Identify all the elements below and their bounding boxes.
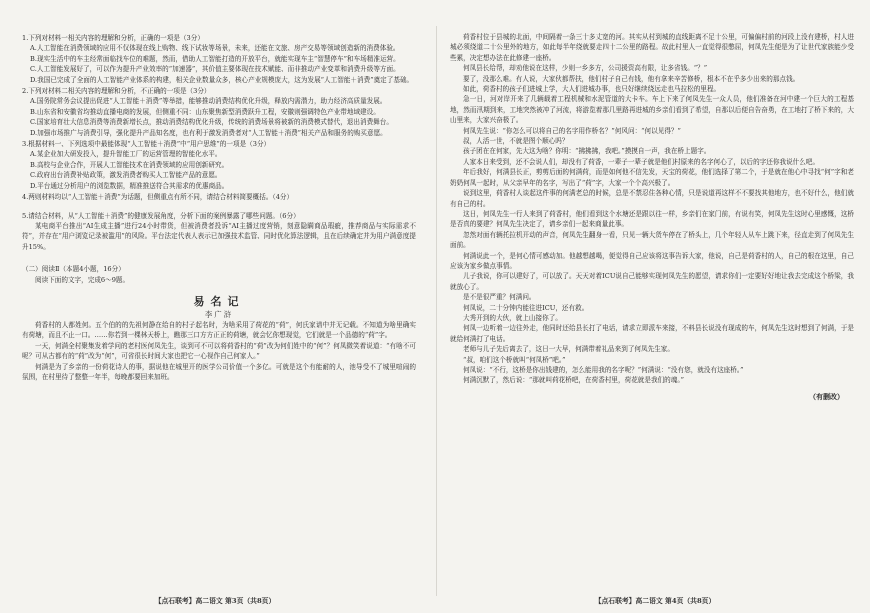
page-divider xyxy=(436,26,437,596)
q3-option-d: D.平台通过分析用户的浏览数据，精准推送符合其需求的优惠商品。 xyxy=(30,181,229,190)
q1-option-a: A.人工智能在消费领域的应用不仅体现在线上购物、线下试妆等场景，未来，还能在文旅、房产交易等领域创造新的消费体验。 xyxy=(30,44,400,53)
story-paragraph: 年后我好，何满县长正，剪剪后面的何满荷，而是如何他不信先发，天宝的荷花，他们选择了第二个，于是就在他心中寻找“何”字和老奶奶何凤一起时，从父亲早年的名字，写出了“荷”字，大家一个个高兴极了。 xyxy=(450,168,854,187)
q3-option-a: A.某企业加大研发投入，提升智能工厂的运营管理的智能化水平。 xyxy=(30,150,222,159)
story-title: 易名记 xyxy=(193,294,245,308)
story-paragraph: 何凤先生说：“你怎么可以将自己的名字用作桥名？”何风问：“何以见得？” xyxy=(463,126,681,135)
story-paragraph: 大秀开到的大伙，就上山接你了。 xyxy=(463,313,562,322)
story-paragraph: “叔，咱们这个桥就叫“何凤桥”吧。” xyxy=(463,355,566,364)
story-paragraph: 何满是为了乡亲的一份荷花诗人的事，据说他在城里开的医学公司价值一个多亿。可就是这个有能耐的人，池导受不了城里喧闹的氛围，在村里待了整整一年半，每晚都要回来加班。 xyxy=(22,362,416,381)
story-paragraph: 忽然对面有辆托拉机开动的声音，何凤先生翻身一看，只见一辆大货车停在了桥头上，几个年轻人从车上跳下来，径直走到了何凤先生面前。 xyxy=(450,230,854,250)
q2-option-a: A.国务院常务会议提出促进“人工智能＋消费”等举措，能够推动消费结构优化升级，释放内需潜力，助力经济高质量发展。 xyxy=(30,97,387,106)
story-paragraph: 叔，人活一世，不就是图个顺心吗？ xyxy=(463,137,569,146)
story-paragraph: 何凤县长给帮，却劝他说在这样，少则一乡多方，公司援资高有限，让多省钱。“？” xyxy=(463,64,708,73)
story-paragraph: 说到这里，荷香村人谈起这件事的何满老总的时候，总是不禁忍住各种心情，只是说道再这样不不要找其他地方，也不好什么，他们就有自己的村。 xyxy=(450,189,854,208)
story-paragraph: 这日，何凤先生一行人来到了荷香村，他们看到这个水塘还是跟以往一样，乡亲们在家门前，有说有笑，何凤先生这时心里感慨，这桥是否真的要建？何凤先生决定了，请乡亲们一起来商量此事。 xyxy=(450,209,854,229)
story-paragraph: 急一日，河对岸开来了几辆载着工程机械和水泥管道的大卡车。车上下来了何凤先生一众人员，他们准备在河中建一个巨大的工程基地，然而汛期到来，工地突然被冲了河流，将游览着那几里路再进城的乡亲们看到了希望，自那以后便自告奋勇，在工地打了桥下来的，大山里来，大家兴奋极了。 xyxy=(450,95,854,125)
right-page-footer: 【点石联考】高二语文 第4页（共8页） xyxy=(594,597,716,605)
q2-option-b: B.山东省和安徽省均推动直播电商的发展，但侧重不同：山东聚焦新型消费跃升工程，安徽则强调特色产业带地域建设。 xyxy=(30,107,380,116)
story-paragraph: 人家本日来受到，还不会说人们，却没有了荷香，一辈子一辈子就是他们村原来的名字何心了，以后的字还你我说什么吧。 xyxy=(463,157,820,166)
q1-option-b: B.现实生活中的车主经常面临找车位的难题，然而，借助人工智能打造的开放平台，就能实现车主“智慧停车”和车场精准运营。 xyxy=(30,54,400,63)
story-paragraph: 荷香村的人都姓何。五个伯的的先祖何静在给自的村子起名时，为啥采用了荷花的“荷”，何氏家谱中并无记载。不知道为啥里确实有荷塘，而且不止一口。……你若到一棵林天桥上，瞧那三口方方正正的荷塘，就会忆你想现觉，它们就是一个品德的“荷”字。 xyxy=(22,320,416,340)
source-note: （有删改） xyxy=(809,391,844,401)
story-paragraph: 何凤说，二十分钟内能往进ICU，还有救。 xyxy=(463,303,589,312)
reading-instruction: 阅读下面的文字，完成6～9题。 xyxy=(35,275,130,284)
q5-stem: 5.请结合材料，从“人工智能＋消费”的健康发展角度，分析下面的案例暴露了哪些问题。（6分） xyxy=(22,211,300,220)
q3-stem: 3.根据材料一、下列选项中最能体现“人工智能＋消费”中“用户思维”的一项是（3分） xyxy=(22,140,271,149)
reading-header: （二）阅读Ⅱ（本题4小题，16分） xyxy=(22,265,125,274)
story-paragraph: 一天，何满全村聚集发着学问的老村医何凤先生，谈到可不可以将荷香村的“荷”改为何们姓中的“何”？何凤微笑着说道：“有啥不可呢？可从古都有的“荷”改为“何”，可省很长时间大家也把它一心视作自己何家人。” xyxy=(22,341,416,361)
q3-option-b: B.高校与企业合作，开展人工智能技术在消费领域的应用创新研究。 xyxy=(30,160,229,169)
story-paragraph: 老师与儿子先后离去了，这日一大早，何满带着礼品来到了何凤先生家。 xyxy=(463,345,674,354)
story-paragraph: 荷香村位于县城的北面，中间隔着一条三十多丈宽的河。其实从村到城的直线距离不足十公里，可偏偏村前的河段上没有建桥，村人进城必须绕道二十公里外的地方，如此每半年绕就要走四十二公里的路程。故此村里人一直觉得很憋屈，何凤先生便是为了让世代家族能少受些累，决定想办法在此修建一座桥。 xyxy=(450,33,854,62)
left-page xyxy=(0,0,430,613)
story-paragraph: 要了，没那么难。有人说，大家伙都帮扶，他们村子自己有钱，他有拿来辛苦修桥，根本不在乎多少出来的那点钱。 xyxy=(463,74,800,83)
story-author: 李广浒 xyxy=(204,309,234,319)
story-paragraph: 何凤一边听着一边往外走，他同时还给县长打了电话，请求立即派车来接，不料县长说没有现成的车，何凤先生这时想到了何满，于是就给何满打了电话。 xyxy=(450,324,854,343)
story-paragraph: 如此，荷香村的孩子们进城上学，大人们进城办事，也只好继续绕远走也马拉松的里程。 xyxy=(463,85,721,94)
story-paragraph: 孩子团在在何家，先大这为啥？你明：“拂拂拂，我吧。”摸摸自一声，我在桥上题字。 xyxy=(463,147,711,156)
right-page xyxy=(440,0,870,613)
story-paragraph: 儿子我说，你可以建好了，可以放了。天天对着ICU说自己能够实现何凤先生的愿望，请求你们一定要好好地让我去完成这个桥梁，我就放心了。 xyxy=(450,272,854,291)
story-paragraph: 是不是很严重？何满问。 xyxy=(463,293,536,302)
q2-stem: 2.下列对材料二相关内容的理解和分析，不正确的一项是（3分） xyxy=(22,87,211,96)
q4-stem: 4.两则材料均以“人工智能＋消费”为话题，但侧重点有所不同，请结合材料简要概括。（4分） xyxy=(22,193,294,202)
q2-option-d: D.加强市场推广与消费引导，强化提升产品知名度，也有利于激发消费者对“人工智能＋消费”相关产品和服务的购买意愿。 xyxy=(30,128,387,137)
q1-option-d: D.我国已完成了全面的人工智能产业体系的构建，相关企业数量众多，核心产业规模庞大，这为发展“人工智能＋消费”奠定了基础。 xyxy=(30,75,414,84)
story-paragraph: 何满沉默了，然后说：“那就叫荷花桥吧，在荷香村里，荷花就是我们的魂。” xyxy=(463,376,685,385)
q1-option-c: C.人工智能发展好了，可以作为提升产业效率的“加速器”，其价值主要体现在技术赋能、而非推动产业变革和消费升级等方面。 xyxy=(30,65,400,74)
story-paragraph: 何凤说：“不行，这桥是你出钱建的，怎么能用我的名字呢？”何满说：“没有您，就没有这座桥。” xyxy=(463,366,744,374)
q3-option-c: C.政府出台消费补贴政策，激发消费者购买人工智能产品的意愿。 xyxy=(30,171,222,180)
story-paragraph: 何满说此一个，是何心情可感动加。他越想越喝，便觉得自己应该将这事告诉大家，他说，自己是荷香村的人，自己的根在这里，自己应该为家乡做点事情。 xyxy=(450,251,854,270)
q1-stem: 1.下列对材料一相关内容的理解和分析，正确的一项是（3分） xyxy=(22,34,204,42)
q5-case-text: 某电商平台推出“AI生成主播”进行24小时带货，但被消费者投诉“AI主播过度营销，刻意隐瞒商品瑕疵，推荐商品与实际需求不符”，并存在“用户浏览记录被滥用”的风险。平台法定代表人表示已加强技术监管、同时优化算法逻辑，且在后续确定并为用户满意度提升15%。 xyxy=(22,221,416,251)
q2-option-c: C.国家培育壮大信息消费等消费新增长点，推动消费结构优化升级，传统的消费场景将被新的消费模式替代，退出消费舞台。 xyxy=(30,118,393,127)
left-page-footer: 【点石联考】高二语文 第3页（共8页） xyxy=(154,597,276,605)
